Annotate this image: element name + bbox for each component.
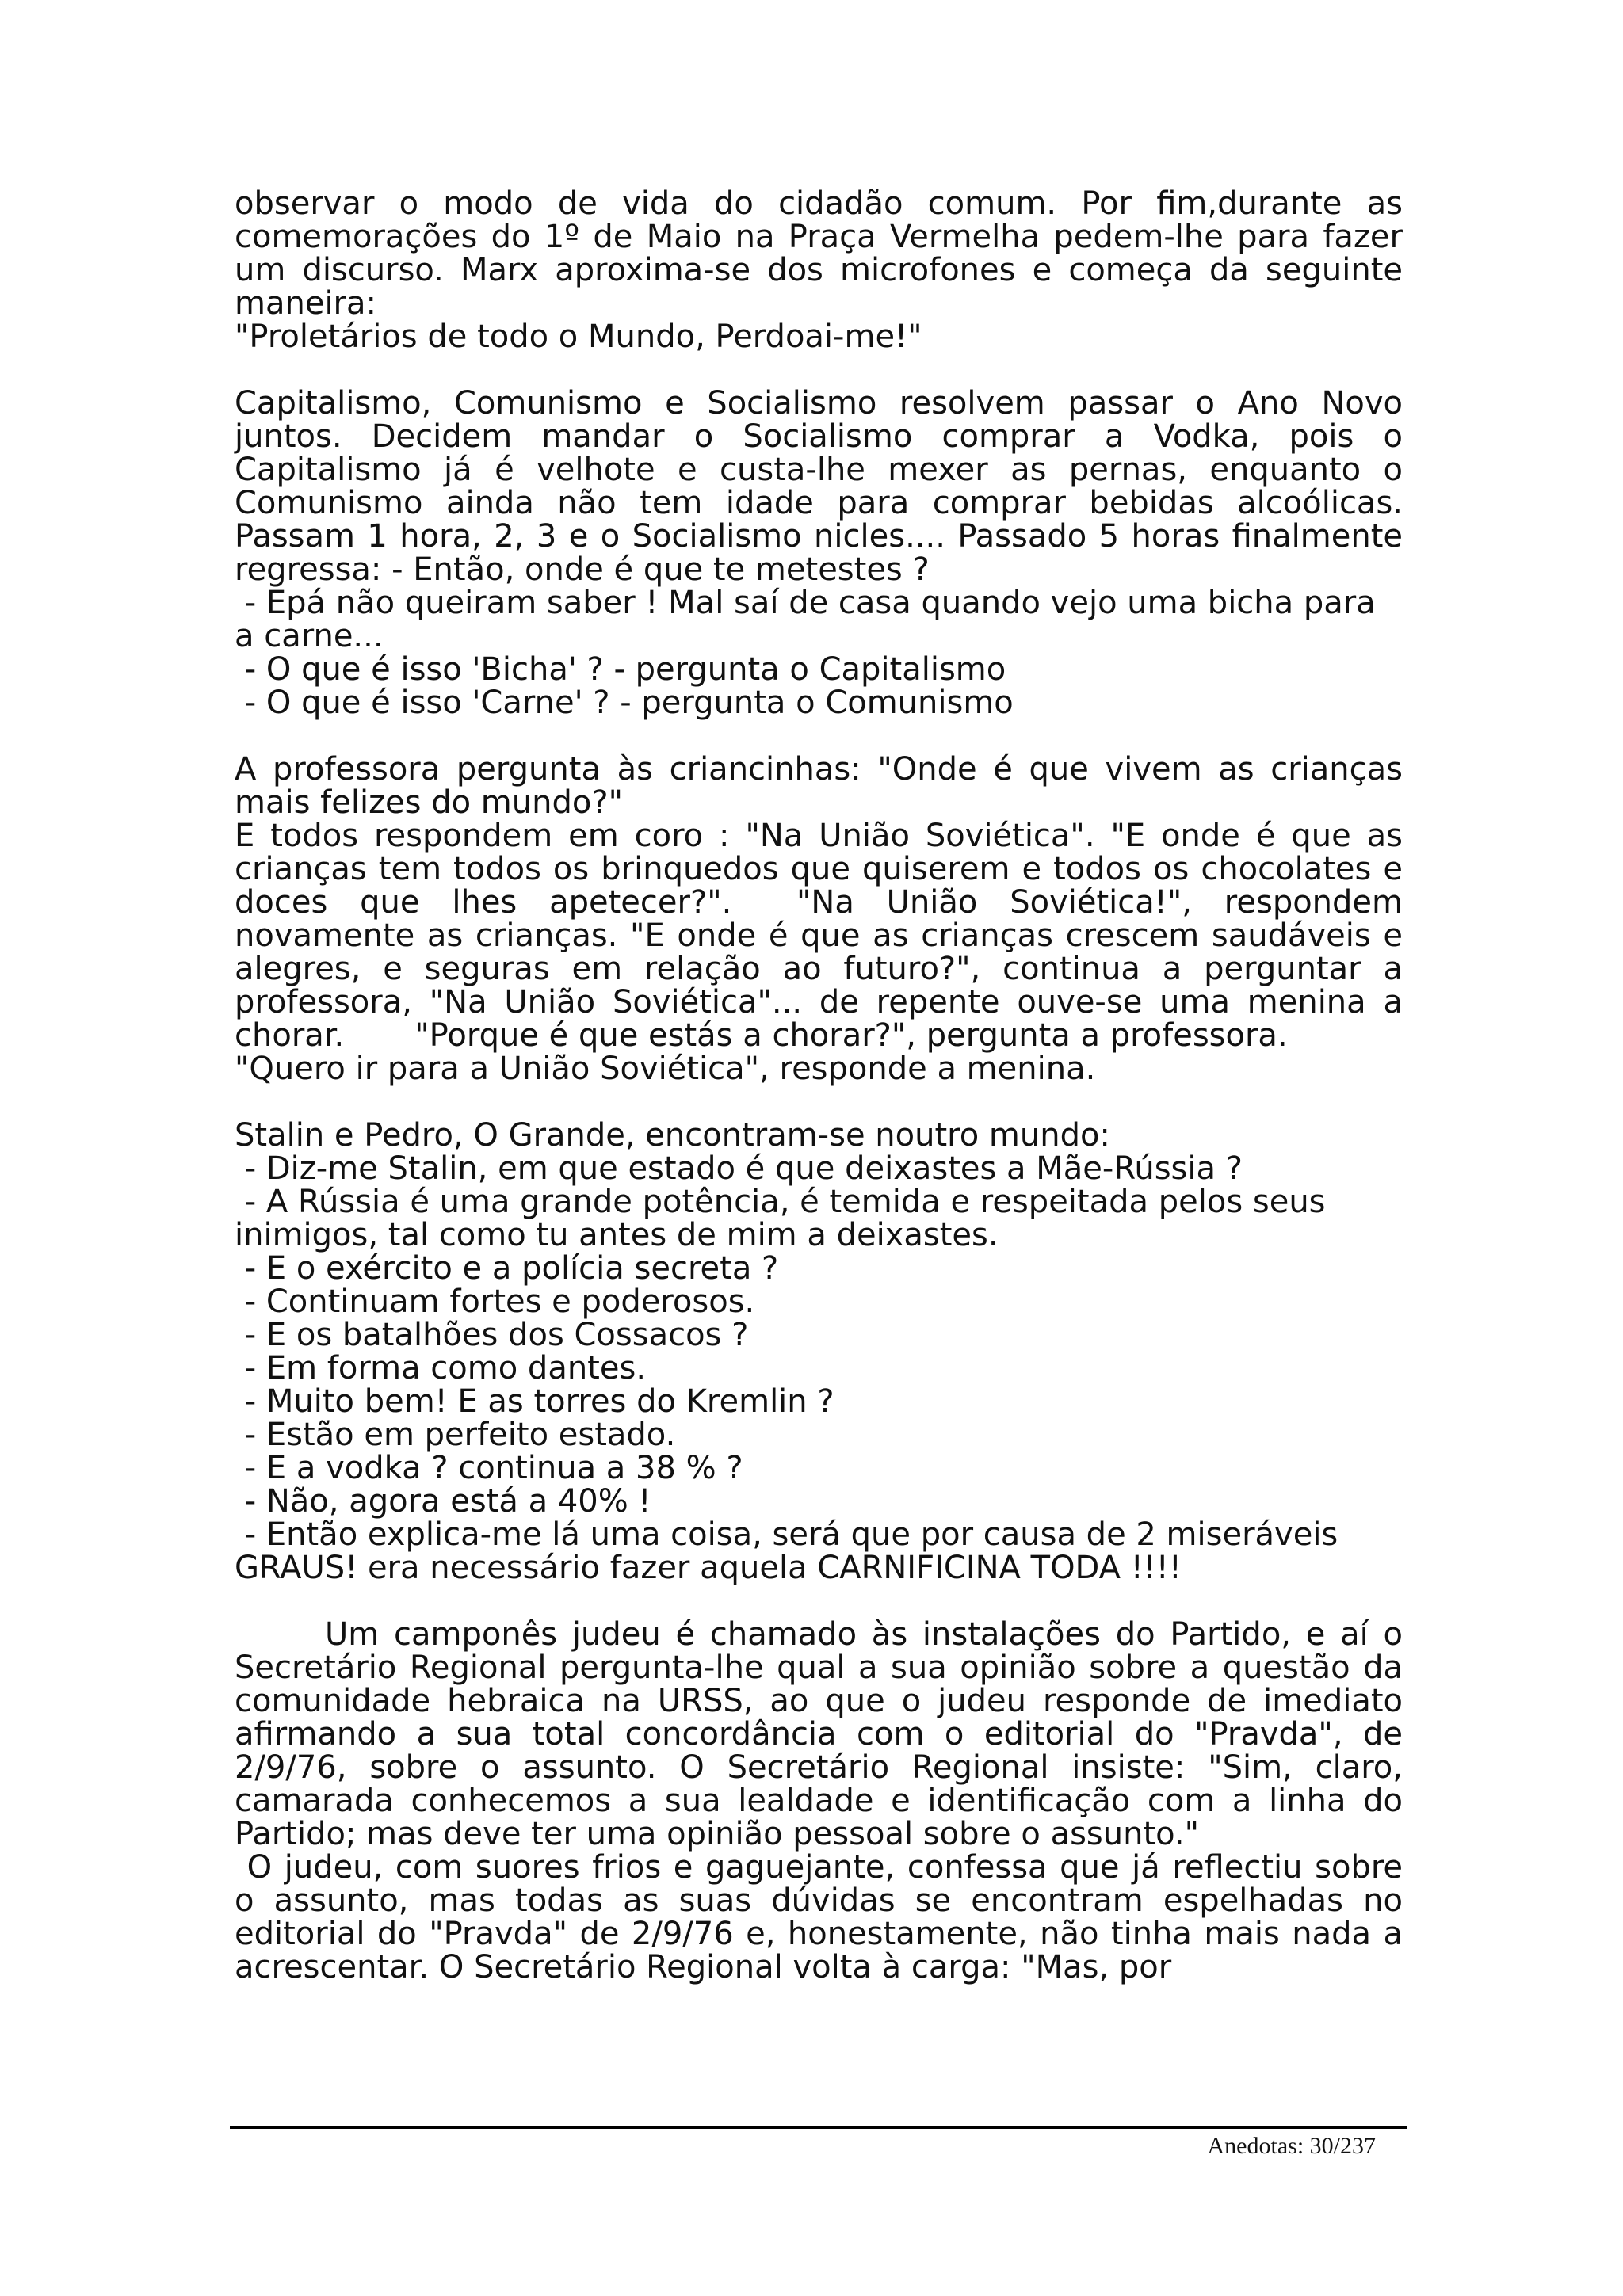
- dialogue-line: - Estão em perfeito estado.: [235, 1417, 676, 1453]
- dialogue-line: - E a vodka ? continua a 38 % ?: [235, 1450, 743, 1486]
- dialogue-line: - Não, agora está a 40% !: [235, 1483, 651, 1520]
- dialogue-line: - Muito bem! E as torres do Kremlin ?: [235, 1383, 834, 1420]
- joke-jew-paragraph-continued: O judeu, com suores frios e gaguejante, confessa que já reflectiu sobre o assunto, mas todas as suas dúvidas se encontram espelhadas no editorial do "Pravda" de 2/9/76 e, honestamente, não tinha mais nada a acrescentar. O Secretário Regional volta à carga: "Mas, por: [235, 1849, 1413, 1985]
- dialogue-line: - A Rússia é uma grande potência, é temida e respeitada pelos seus inimigos, tal como tu antes de mim a deixastes.: [235, 1184, 1336, 1253]
- dialogue-line: - Continuam fortes e poderosos.: [235, 1283, 755, 1320]
- dialogue-line: - Em forma como dantes.: [235, 1350, 647, 1386]
- joke-marx-quote: "Proletários de todo o Mundo, Perdoai-me!": [235, 318, 922, 355]
- dialogue-line: - E o exército e a polícia secreta ?: [235, 1250, 779, 1287]
- joke-marx-paragraph: observar o modo de vida do cidadão comum. Por fim,durante as comemorações do 1º de Maio na Praça Vermelha pedem-lhe para fazer um discurso. Marx aproxima-se dos microfones e começa da seguinte maneira:: [235, 185, 1403, 322]
- joke-children-ending: "Quero ir para a União Soviética", responde a menina.: [235, 1051, 1096, 1087]
- joke-vodka-line: - O que é isso 'Carne' ? - pergunta o Comunismo: [235, 685, 1014, 721]
- joke-vodka-line: - O que é isso 'Bicha' ? - pergunta o Capitalismo: [235, 651, 1006, 688]
- dialogue-line: - Diz-me Stalin, em que estado é que deixastes a Mãe-Rússia ?: [235, 1150, 1243, 1187]
- page-number-label: Anedotas: 30/237: [1207, 2133, 1376, 2159]
- dialogue-line: - E os batalhões dos Cossacos ?: [235, 1317, 749, 1353]
- joke-jew-paragraph: Um camponês judeu é chamado às instalações do Partido, e aí o Secretário Regional pergunta-lhe qual a sua opinião sobre a questão da comunidade hebraica na URSS, ao que o judeu responde de imediato afirmando a sua total concordância com o editorial do "Pravda", de 2/9/76, sobre o assunto. O Secretário Regional insiste: "Sim, claro, camarada conhecemos a sua lealdade e identificação com a linha do Partido; mas deve ter uma opinião pessoal sobre o assunto.": [235, 1616, 1403, 1852]
- joke-vodka-paragraph: Capitalismo, Comunismo e Socialismo resolvem passar o Ano Novo juntos. Decidem mandar o Socialismo comprar a Vodka, pois o Capitalismo já é velhote e custa-lhe mexer as pernas, enquanto o Comunismo ainda não tem idade para comprar bebidas alcoólicas. Passam 1 hora, 2, 3 e o Socialismo nicles.... Passado 5 horas finalmente regressa: - Então, onde é que te metestes ?: [235, 385, 1403, 588]
- dialogue-line: - Então explica-me lá uma coisa, será que por causa de 2 miseráveis GRAUS! era necessário fazer aquela CARNIFICINA TODA !!!!: [235, 1516, 1348, 1586]
- paragraph-gap: [235, 719, 1403, 753]
- paragraph-gap: [235, 1585, 1403, 1618]
- paragraph-gap: [235, 1085, 1403, 1119]
- paragraph-gap: [235, 353, 1403, 387]
- page-body: [235, 185, 1413, 1985]
- footer-divider: [230, 2126, 1407, 2129]
- joke-vodka-line: - Epá não queiram saber ! Mal saí de casa quando vejo uma bicha para a carne...: [235, 585, 1386, 654]
- joke-stalin-intro: Stalin e Pedro, O Grande, encontram-se noutro mundo:: [235, 1117, 1110, 1154]
- joke-stalin-dialogue: [235, 1152, 1403, 1585]
- joke-children-question: A professora pergunta às criancinhas: "Onde é que vivem as crianças mais felizes do mundo?": [235, 751, 1403, 821]
- joke-children-paragraph: E todos respondem em coro : "Na União Soviética". "E onde é que as crianças tem todos os brinquedos que quiserem e todos os chocolates e doces que lhes apetecer?". "Na União Soviética!", respondem novamente as crianças. "E onde é que as crianças crescem saudáveis e alegres, e seguras em relação ao futuro?", continua a perguntar a professora, "Na União Soviética"... de repente ouve-se uma menina a chorar. "Porque é que estás a chorar?", pergunta a professora.: [235, 818, 1413, 1054]
